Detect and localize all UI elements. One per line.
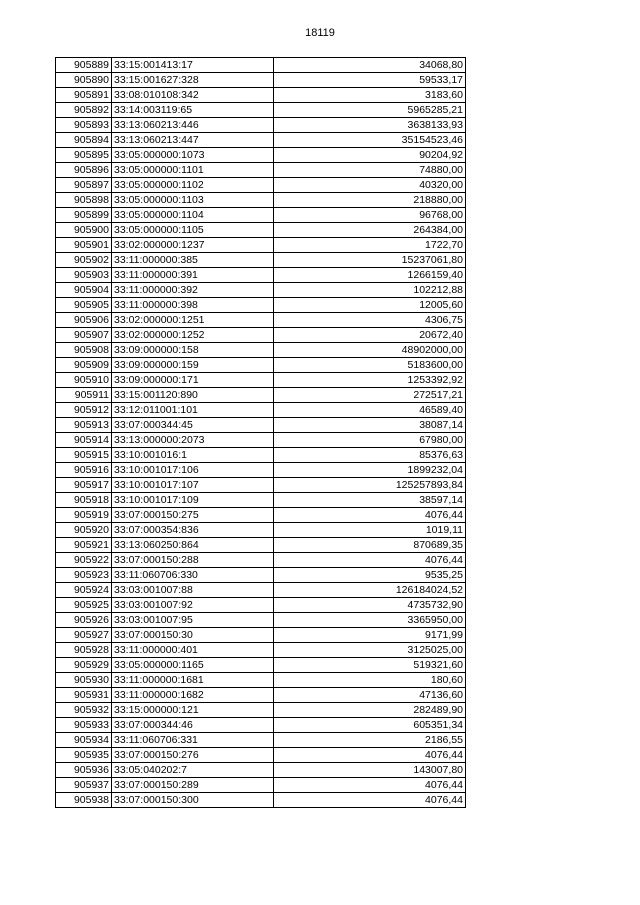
value-cell: 1899232,04 — [274, 463, 466, 478]
table-row — [56, 793, 466, 808]
cadastral-number-cell: 33:10:001017:109 — [112, 493, 274, 508]
row-number-cell: 905927 — [56, 628, 112, 643]
value-cell: 143007,80 — [274, 763, 466, 778]
table-row — [56, 193, 466, 208]
table-row — [56, 673, 466, 688]
row-number-cell: 905917 — [56, 478, 112, 493]
row-number-cell: 905902 — [56, 253, 112, 268]
value-cell: 5965285,21 — [274, 103, 466, 118]
row-number-cell: 905918 — [56, 493, 112, 508]
value-cell: 48902000,00 — [274, 343, 466, 358]
value-cell: 282489,90 — [274, 703, 466, 718]
table-row — [56, 388, 466, 403]
cadastral-number-cell: 33:05:000000:1101 — [112, 163, 274, 178]
row-number-cell: 905910 — [56, 373, 112, 388]
cadastral-number-cell: 33:09:000000:159 — [112, 358, 274, 373]
cadastral-number-cell: 33:07:000150:289 — [112, 778, 274, 793]
value-cell: 4735732,90 — [274, 598, 466, 613]
row-number-cell: 905932 — [56, 703, 112, 718]
table-row — [56, 553, 466, 568]
table-row — [56, 538, 466, 553]
value-cell: 59533,17 — [274, 73, 466, 88]
cadastral-number-cell: 33:02:000000:1252 — [112, 328, 274, 343]
row-number-cell: 905928 — [56, 643, 112, 658]
cadastral-number-cell: 33:03:001007:92 — [112, 598, 274, 613]
row-number-cell: 905930 — [56, 673, 112, 688]
row-number-cell: 905914 — [56, 433, 112, 448]
cadastral-number-cell: 33:05:000000:1104 — [112, 208, 274, 223]
row-number-cell: 905931 — [56, 688, 112, 703]
row-number-cell: 905934 — [56, 733, 112, 748]
row-number-cell: 905904 — [56, 283, 112, 298]
cadastral-number-cell: 33:15:001627:328 — [112, 73, 274, 88]
value-cell: 96768,00 — [274, 208, 466, 223]
cadastral-number-cell: 33:05:000000:1105 — [112, 223, 274, 238]
row-number-cell: 905895 — [56, 148, 112, 163]
cadastral-number-cell: 33:07:000150:276 — [112, 748, 274, 763]
table-row — [56, 688, 466, 703]
table-row — [56, 148, 466, 163]
cadastral-number-cell: 33:08:010108:342 — [112, 88, 274, 103]
table-row — [56, 463, 466, 478]
table-row — [56, 373, 466, 388]
table-row — [56, 118, 466, 133]
value-cell: 3183,60 — [274, 88, 466, 103]
table-body — [56, 58, 466, 808]
table-row — [56, 133, 466, 148]
row-number-cell: 905933 — [56, 718, 112, 733]
row-number-cell: 905911 — [56, 388, 112, 403]
value-cell: 519321,60 — [274, 658, 466, 673]
value-cell: 3638133,93 — [274, 118, 466, 133]
cadastral-number-cell: 33:11:060706:331 — [112, 733, 274, 748]
table-row — [56, 703, 466, 718]
table-row — [56, 763, 466, 778]
table-row — [56, 448, 466, 463]
value-cell: 85376,63 — [274, 448, 466, 463]
value-cell: 38087,14 — [274, 418, 466, 433]
table-row — [56, 778, 466, 793]
cadastral-number-cell: 33:07:000344:46 — [112, 718, 274, 733]
cadastral-number-cell: 33:11:000000:1681 — [112, 673, 274, 688]
row-number-cell: 905907 — [56, 328, 112, 343]
row-number-cell: 905912 — [56, 403, 112, 418]
row-number-cell: 905906 — [56, 313, 112, 328]
row-number-cell: 905903 — [56, 268, 112, 283]
row-number-cell: 905898 — [56, 193, 112, 208]
value-cell: 20672,40 — [274, 328, 466, 343]
table-row — [56, 313, 466, 328]
table-row — [56, 718, 466, 733]
row-number-cell: 905891 — [56, 88, 112, 103]
cadastral-number-cell: 33:11:000000:401 — [112, 643, 274, 658]
value-cell: 180,60 — [274, 673, 466, 688]
table-row — [56, 163, 466, 178]
row-number-cell: 905921 — [56, 538, 112, 553]
row-number-cell: 905926 — [56, 613, 112, 628]
value-cell: 272517,21 — [274, 388, 466, 403]
table-row — [56, 223, 466, 238]
table-row — [56, 598, 466, 613]
cadastral-number-cell: 33:10:001017:107 — [112, 478, 274, 493]
value-cell: 4306,75 — [274, 313, 466, 328]
row-number-cell: 905938 — [56, 793, 112, 808]
value-cell: 67980,00 — [274, 433, 466, 448]
value-cell: 9535,25 — [274, 568, 466, 583]
row-number-cell: 905937 — [56, 778, 112, 793]
row-number-cell: 905894 — [56, 133, 112, 148]
value-cell: 9171,99 — [274, 628, 466, 643]
table-row — [56, 733, 466, 748]
row-number-cell: 905925 — [56, 598, 112, 613]
cadastral-number-cell: 33:11:000000:385 — [112, 253, 274, 268]
cadastral-number-cell: 33:13:060213:446 — [112, 118, 274, 133]
table-row — [56, 253, 466, 268]
row-number-cell: 905897 — [56, 178, 112, 193]
row-number-cell: 905920 — [56, 523, 112, 538]
cadastral-number-cell: 33:03:001007:88 — [112, 583, 274, 598]
cadastral-number-cell: 33:15:001120:890 — [112, 388, 274, 403]
value-cell: 38597,14 — [274, 493, 466, 508]
value-cell: 46589,40 — [274, 403, 466, 418]
table-row — [56, 403, 466, 418]
row-number-cell: 905905 — [56, 298, 112, 313]
value-cell: 12005,60 — [274, 298, 466, 313]
cadastral-number-cell: 33:10:001016:1 — [112, 448, 274, 463]
table-row — [56, 283, 466, 298]
table-row — [56, 88, 466, 103]
cadastral-number-cell: 33:03:001007:95 — [112, 613, 274, 628]
page-number: 18119 — [305, 27, 335, 39]
cadastral-number-cell: 33:13:060213:447 — [112, 133, 274, 148]
cadastral-number-cell: 33:13:060250:864 — [112, 538, 274, 553]
cadastral-number-cell: 33:05:000000:1102 — [112, 178, 274, 193]
value-cell: 4076,44 — [274, 793, 466, 808]
value-cell: 1253392,92 — [274, 373, 466, 388]
table-row — [56, 583, 466, 598]
table-row — [56, 328, 466, 343]
value-cell: 2186,55 — [274, 733, 466, 748]
cadastral-number-cell: 33:14:003119:65 — [112, 103, 274, 118]
table-row — [56, 433, 466, 448]
table-row — [56, 508, 466, 523]
row-number-cell: 905893 — [56, 118, 112, 133]
cadastral-number-cell: 33:09:000000:158 — [112, 343, 274, 358]
cadastral-number-cell: 33:05:000000:1073 — [112, 148, 274, 163]
cadastral-number-cell: 33:11:000000:1682 — [112, 688, 274, 703]
value-cell: 870689,35 — [274, 538, 466, 553]
cadastral-number-cell: 33:07:000150:288 — [112, 553, 274, 568]
row-number-cell: 905892 — [56, 103, 112, 118]
row-number-cell: 905890 — [56, 73, 112, 88]
value-cell: 4076,44 — [274, 508, 466, 523]
row-number-cell: 905908 — [56, 343, 112, 358]
value-cell: 74880,00 — [274, 163, 466, 178]
value-cell: 4076,44 — [274, 748, 466, 763]
row-number-cell: 905936 — [56, 763, 112, 778]
table-row — [56, 568, 466, 583]
table-row — [56, 178, 466, 193]
table-row — [56, 103, 466, 118]
table-row — [56, 658, 466, 673]
row-number-cell: 905896 — [56, 163, 112, 178]
row-number-cell: 905913 — [56, 418, 112, 433]
cadastral-number-cell: 33:10:001017:106 — [112, 463, 274, 478]
row-number-cell: 905919 — [56, 508, 112, 523]
cadastral-number-cell: 33:11:060706:330 — [112, 568, 274, 583]
row-number-cell: 905899 — [56, 208, 112, 223]
table-row — [56, 343, 466, 358]
cadastral-number-cell: 33:02:000000:1251 — [112, 313, 274, 328]
cadastral-number-cell: 33:11:000000:392 — [112, 283, 274, 298]
cadastral-number-cell: 33:11:000000:398 — [112, 298, 274, 313]
value-cell: 47136,60 — [274, 688, 466, 703]
cadastral-number-cell: 33:07:000150:300 — [112, 793, 274, 808]
cadastral-number-cell: 33:07:000344:45 — [112, 418, 274, 433]
row-number-cell: 905900 — [56, 223, 112, 238]
value-cell: 218880,00 — [274, 193, 466, 208]
value-cell: 4076,44 — [274, 553, 466, 568]
cadastral-number-cell: 33:07:000150:275 — [112, 508, 274, 523]
table-row — [56, 628, 466, 643]
value-cell: 90204,92 — [274, 148, 466, 163]
row-number-cell: 905915 — [56, 448, 112, 463]
table-row — [56, 493, 466, 508]
table-row — [56, 643, 466, 658]
table-row — [56, 748, 466, 763]
value-cell: 5183600,00 — [274, 358, 466, 373]
table-row — [56, 208, 466, 223]
value-cell: 1019,11 — [274, 523, 466, 538]
table-row — [56, 298, 466, 313]
cadastral-number-cell: 33:05:000000:1165 — [112, 658, 274, 673]
table-row — [56, 238, 466, 253]
value-cell: 1266159,40 — [274, 268, 466, 283]
cadastral-number-cell: 33:07:000354:836 — [112, 523, 274, 538]
value-cell: 126184024,52 — [274, 583, 466, 598]
value-cell: 15237061,80 — [274, 253, 466, 268]
row-number-cell: 905924 — [56, 583, 112, 598]
row-number-cell: 905923 — [56, 568, 112, 583]
table-row — [56, 268, 466, 283]
table-row — [56, 418, 466, 433]
data-table — [55, 57, 466, 808]
cadastral-number-cell: 33:12:011001:101 — [112, 403, 274, 418]
cadastral-number-cell: 33:11:000000:391 — [112, 268, 274, 283]
row-number-cell: 905935 — [56, 748, 112, 763]
cadastral-number-cell: 33:02:000000:1237 — [112, 238, 274, 253]
cadastral-number-cell: 33:13:000000:2073 — [112, 433, 274, 448]
table-row — [56, 73, 466, 88]
value-cell: 3125025,00 — [274, 643, 466, 658]
row-number-cell: 905901 — [56, 238, 112, 253]
value-cell: 4076,44 — [274, 778, 466, 793]
cadastral-number-cell: 33:07:000150:30 — [112, 628, 274, 643]
row-number-cell: 905909 — [56, 358, 112, 373]
cadastral-number-cell: 33:15:001413:17 — [112, 58, 274, 73]
value-cell: 125257893,84 — [274, 478, 466, 493]
table-row — [56, 58, 466, 73]
table-row — [56, 523, 466, 538]
value-cell: 264384,00 — [274, 223, 466, 238]
value-cell: 35154523,46 — [274, 133, 466, 148]
value-cell: 40320,00 — [274, 178, 466, 193]
value-cell: 605351,34 — [274, 718, 466, 733]
row-number-cell: 905922 — [56, 553, 112, 568]
row-number-cell: 905929 — [56, 658, 112, 673]
table-row — [56, 613, 466, 628]
value-cell: 1722,70 — [274, 238, 466, 253]
cadastral-number-cell: 33:05:000000:1103 — [112, 193, 274, 208]
cadastral-number-cell: 33:05:040202:7 — [112, 763, 274, 778]
table-row — [56, 478, 466, 493]
row-number-cell: 905916 — [56, 463, 112, 478]
value-cell: 3365950,00 — [274, 613, 466, 628]
value-cell: 34068,80 — [274, 58, 466, 73]
table-row — [56, 358, 466, 373]
row-number-cell: 905889 — [56, 58, 112, 73]
cadastral-number-cell: 33:09:000000:171 — [112, 373, 274, 388]
value-cell: 102212,88 — [274, 283, 466, 298]
cadastral-number-cell: 33:15:000000:121 — [112, 703, 274, 718]
